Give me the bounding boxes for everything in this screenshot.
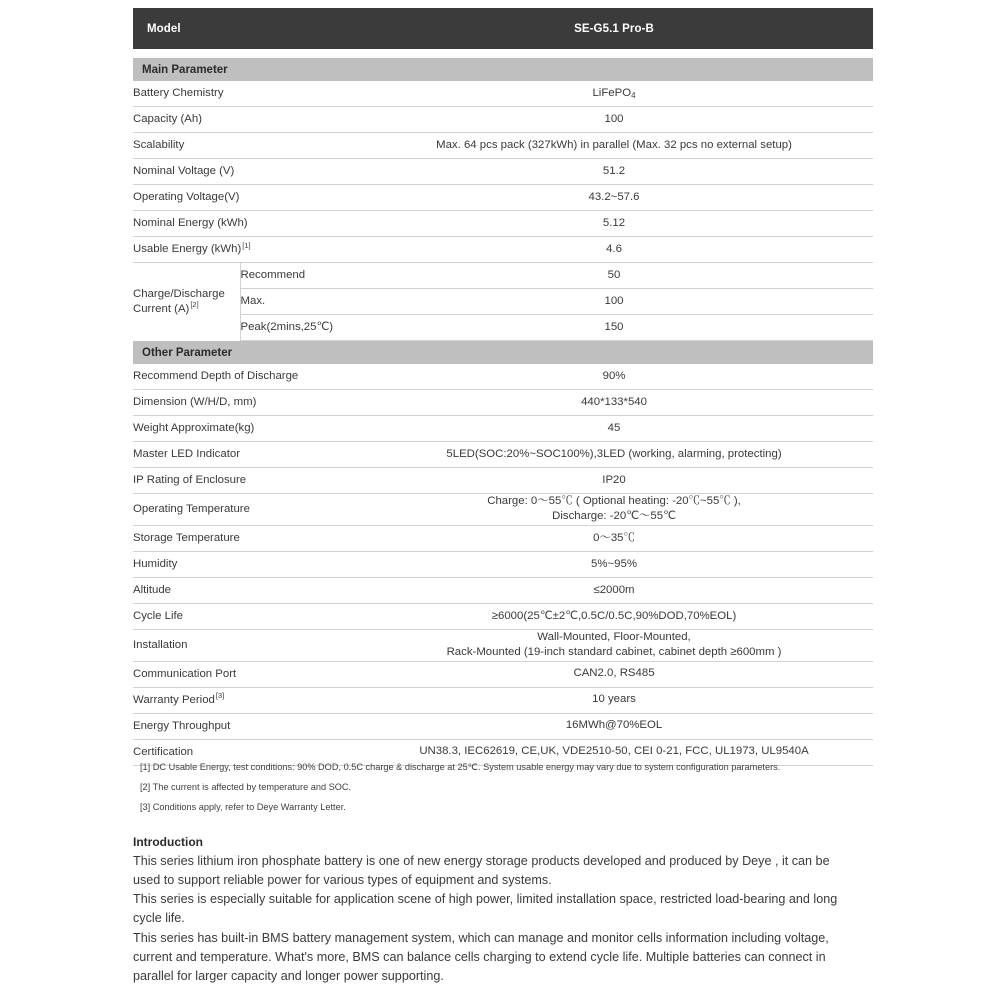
row-value: 10 years xyxy=(355,687,873,713)
sub-row-label: Peak(2mins,25℃) xyxy=(240,315,355,341)
table-row-master-led-indicator xyxy=(133,442,873,468)
row-value-line2: Discharge: -20℃～55℃ xyxy=(552,510,676,523)
row-label: IP Rating of Enclosure xyxy=(133,468,355,494)
row-label: Installation xyxy=(133,629,355,661)
row-label: Capacity (Ah) xyxy=(133,107,355,133)
footnote-marker: [2] xyxy=(190,299,199,309)
table-row-altitude xyxy=(133,577,873,603)
table-row-warranty-period xyxy=(133,687,873,713)
row-value: 440*133*540 xyxy=(355,390,873,416)
grouped-label-line2: Current (A) xyxy=(133,302,190,315)
table-row-scalability xyxy=(133,133,873,159)
row-value: ≥6000(25℃±2℃,0.5C/0.5C,90%DOD,70%EOL) xyxy=(355,603,873,629)
footnote-1: [1] DC Usable Energy, test conditions: 90% DOD, 0.5C charge & discharge at 25℃. System usable energy may vary due to system configuration parameters. xyxy=(140,762,781,772)
model-header-row xyxy=(133,8,873,49)
row-label: Altitude xyxy=(133,577,355,603)
footnote-marker: [1] xyxy=(242,240,251,250)
table-row-operating-voltage xyxy=(133,185,873,211)
row-value xyxy=(355,81,873,107)
row-label: Dimension (W/H/D, mm) xyxy=(133,390,355,416)
row-label: Humidity xyxy=(133,551,355,577)
row-label: Scalability xyxy=(133,133,355,159)
row-value: 5LED(SOC:20%~SOC100%),3LED (working, alarming, protecting) xyxy=(355,442,873,468)
row-value-text: LiFePO xyxy=(592,86,632,99)
sub-row-value: 100 xyxy=(355,289,873,315)
table-row-installation xyxy=(133,629,873,661)
row-label: Master LED Indicator xyxy=(133,442,355,468)
row-label: Battery Chemistry xyxy=(133,81,355,107)
table-row-charge-discharge-recommend xyxy=(133,263,873,289)
row-label: Certification xyxy=(133,739,355,765)
table-row-storage-temperature xyxy=(133,525,873,551)
sub-row-label: Max. xyxy=(240,289,355,315)
table-row-capacity xyxy=(133,107,873,133)
row-label-text: Usable Energy (kWh) xyxy=(133,243,242,256)
row-value: 43.2~57.6 xyxy=(355,185,873,211)
row-label-text: Warranty Period xyxy=(133,693,215,706)
grouped-label-line1: Charge/Discharge xyxy=(133,287,225,300)
table-row-nominal-voltage xyxy=(133,159,873,185)
table-row-humidity xyxy=(133,551,873,577)
table-row-charge-discharge-peak xyxy=(133,315,873,341)
introduction-heading: Introduction xyxy=(133,835,203,849)
table-row-charge-discharge-max xyxy=(133,289,873,315)
chemistry-subscript: 4 xyxy=(631,90,636,100)
table-row-weight xyxy=(133,416,873,442)
table-row-ip-rating xyxy=(133,468,873,494)
sub-row-label: Recommend xyxy=(240,263,355,289)
row-value: IP20 xyxy=(355,468,873,494)
model-label: Model xyxy=(133,8,355,49)
row-value: 16MWh@70%EOL xyxy=(355,713,873,739)
footnote-marker: [3] xyxy=(215,691,225,701)
row-value xyxy=(355,494,873,526)
sub-row-value: 150 xyxy=(355,315,873,341)
row-label xyxy=(133,237,355,263)
row-value: 100 xyxy=(355,107,873,133)
row-value: 51.2 xyxy=(355,159,873,185)
footnotes-block xyxy=(140,762,876,822)
section-title: Other Parameter xyxy=(133,341,873,365)
row-value: 45 xyxy=(355,416,873,442)
table-row-battery-chemistry xyxy=(133,81,873,107)
row-value: 4.6 xyxy=(355,237,873,263)
row-value-line1: Charge: 0～55℃ ( Optional heating: -20℃~55℃ ), xyxy=(487,495,741,507)
table-row-depth-of-discharge xyxy=(133,364,873,390)
specification-table xyxy=(133,8,873,766)
sub-row-value: 50 xyxy=(355,263,873,289)
row-label: Operating Temperature xyxy=(133,494,355,526)
grouped-row-label xyxy=(133,263,240,341)
table-row-energy-throughput xyxy=(133,713,873,739)
row-label: Weight Approximate(kg) xyxy=(133,416,355,442)
table-row-operating-temperature xyxy=(133,494,873,526)
row-label: Storage Temperature xyxy=(133,525,355,551)
section-header-main-parameter xyxy=(133,58,873,81)
row-value-line1: Wall-Mounted, Floor-Mounted, xyxy=(537,630,691,643)
section-title: Main Parameter xyxy=(133,58,873,81)
table-row-nominal-energy xyxy=(133,211,873,237)
introduction-paragraph-3: This series has built-in BMS battery management system, which can manage and monitor cells information including voltage, current and temperature. What's more, BMS can balance cells charging to extend cycle life. Multiple batteries can connect in parallel for larger capacity and longer power supporting. xyxy=(133,930,829,983)
row-value: Max. 64 pcs pack (327kWh) in parallel (Max. 32 pcs no external setup) xyxy=(355,133,873,159)
row-value: 0～35℃ xyxy=(355,525,873,551)
footnote-3: [3] Conditions apply, refer to Deye Warranty Letter. xyxy=(140,802,346,812)
row-value: 5%~95% xyxy=(355,551,873,577)
table-row-usable-energy xyxy=(133,237,873,263)
row-label: Nominal Voltage (V) xyxy=(133,159,355,185)
row-value: 5.12 xyxy=(355,211,873,237)
row-label: Energy Throughput xyxy=(133,713,355,739)
row-label: Cycle Life xyxy=(133,603,355,629)
section-header-other-parameter xyxy=(133,341,873,365)
introduction-paragraph-2: This series is especially suitable for application scene of high power, limited installation space, restricted load-bearing and long cycle life. xyxy=(133,892,838,926)
row-label: Communication Port xyxy=(133,661,355,687)
table-row-dimension xyxy=(133,390,873,416)
introduction-block xyxy=(133,833,853,986)
introduction-paragraph-1: This series lithium iron phosphate battery is one of new energy storage products developed and produced by Deye , it can be used to support reliable power for various types of equipment and systems. xyxy=(133,854,830,888)
header-spacer xyxy=(133,49,873,58)
model-value: SE-G5.1 Pro-B xyxy=(355,8,873,49)
table-row-cycle-life xyxy=(133,603,873,629)
row-value: UN38.3, IEC62619, CE,UK, VDE2510-50, CEI 0-21, FCC, UL1973, UL9540A xyxy=(355,739,873,765)
row-label xyxy=(133,687,355,713)
row-label: Operating Voltage(V) xyxy=(133,185,355,211)
row-value: 90% xyxy=(355,364,873,390)
row-label: Recommend Depth of Discharge xyxy=(133,364,355,390)
row-label: Nominal Energy (kWh) xyxy=(133,211,355,237)
footnote-2: [2] The current is affected by temperature and SOC. xyxy=(140,782,352,792)
row-value-line2: Rack-Mounted (19-inch standard cabinet, cabinet depth ≥600mm ) xyxy=(446,646,782,659)
spec-table-body xyxy=(133,8,873,765)
row-value xyxy=(355,629,873,661)
table-row-communication-port xyxy=(133,661,873,687)
row-value: CAN2.0, RS485 xyxy=(355,661,873,687)
row-value: ≤2000m xyxy=(355,577,873,603)
